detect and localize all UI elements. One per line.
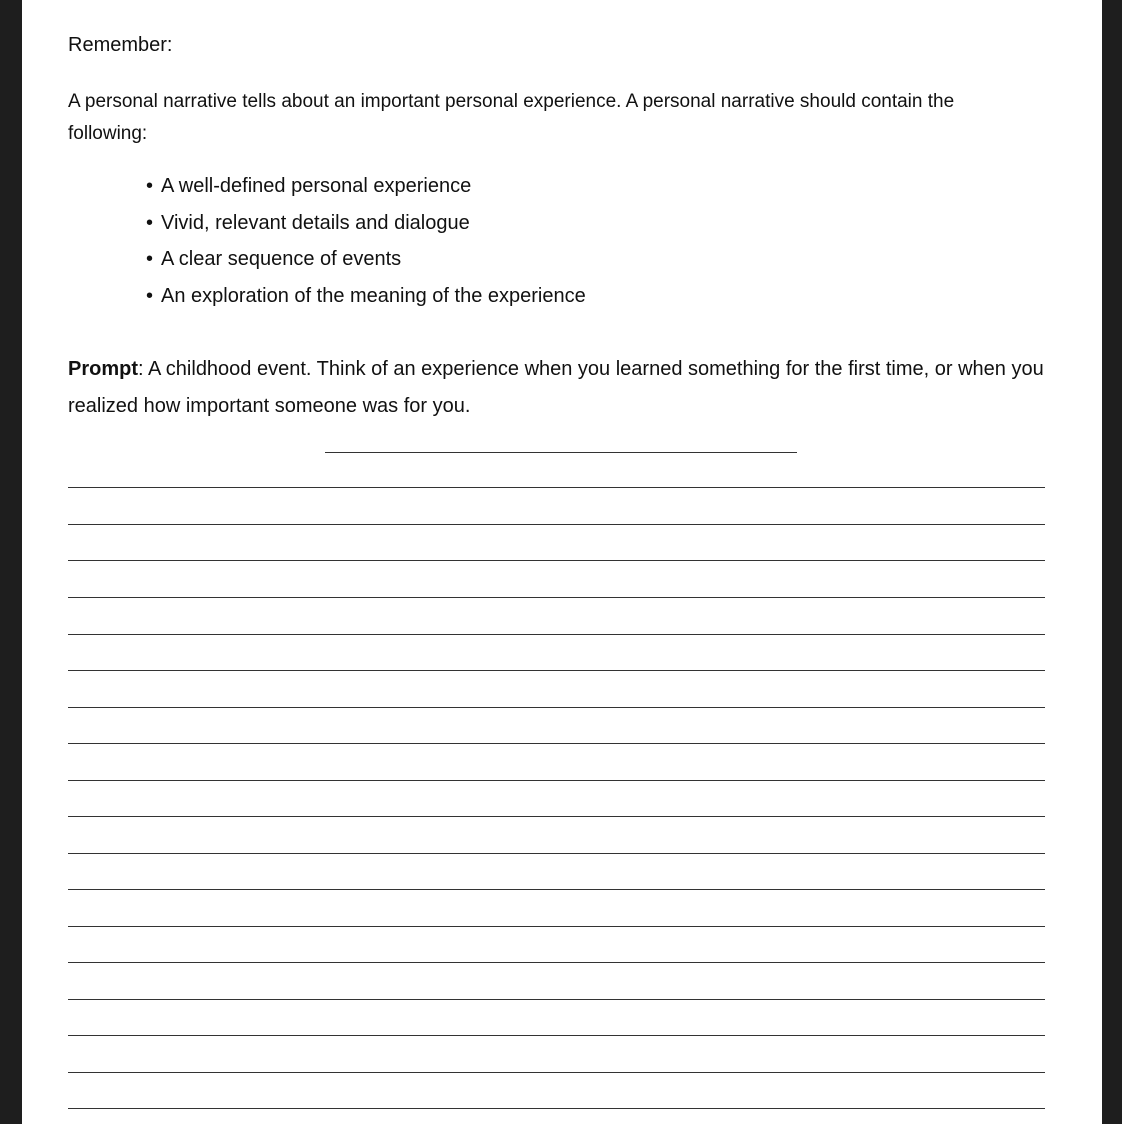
writing-line	[68, 780, 1045, 781]
remember-heading: Remember:	[68, 34, 173, 56]
writing-line	[68, 707, 1045, 708]
requirements-list	[146, 172, 586, 319]
list-item	[146, 172, 586, 209]
list-item-text: An exploration of the meaning of the experience	[161, 285, 586, 308]
list-item	[146, 209, 586, 246]
bullet-icon: •	[146, 248, 154, 271]
prompt-text: : A childhood event. Think of an experience when you learned something for the first time, or when you realized how important someone was for you.	[68, 358, 1044, 417]
list-item	[146, 282, 586, 319]
document-page	[22, 0, 1102, 1124]
writing-line	[68, 962, 1045, 963]
prompt-label: Prompt	[68, 358, 138, 380]
writing-line	[68, 560, 1045, 561]
prompt-paragraph	[68, 351, 1058, 425]
intro-paragraph: A personal narrative tells about an important personal experience. A personal narrative should contain the following:	[68, 91, 955, 144]
writing-line	[68, 1108, 1045, 1109]
writing-line	[68, 816, 1045, 817]
writing-line	[68, 926, 1045, 927]
writing-line	[68, 1035, 1045, 1036]
list-item-text: Vivid, relevant details and dialogue	[161, 211, 470, 234]
title-blank-line	[325, 452, 797, 453]
writing-line	[68, 524, 1045, 525]
writing-line	[68, 999, 1045, 1000]
writing-line	[68, 487, 1045, 488]
writing-line	[68, 670, 1045, 671]
writing-line	[68, 853, 1045, 854]
list-item	[146, 245, 586, 282]
bullet-icon: •	[146, 285, 154, 308]
writing-line	[68, 597, 1045, 598]
writing-line	[68, 743, 1045, 744]
list-item-text: A well-defined personal experience	[161, 175, 472, 197]
writing-line	[68, 634, 1045, 635]
list-item-text: A clear sequence of events	[161, 248, 402, 271]
bullet-icon: •	[146, 175, 154, 197]
writing-line	[68, 1072, 1045, 1073]
writing-line	[68, 889, 1045, 890]
bullet-icon: •	[146, 211, 154, 234]
